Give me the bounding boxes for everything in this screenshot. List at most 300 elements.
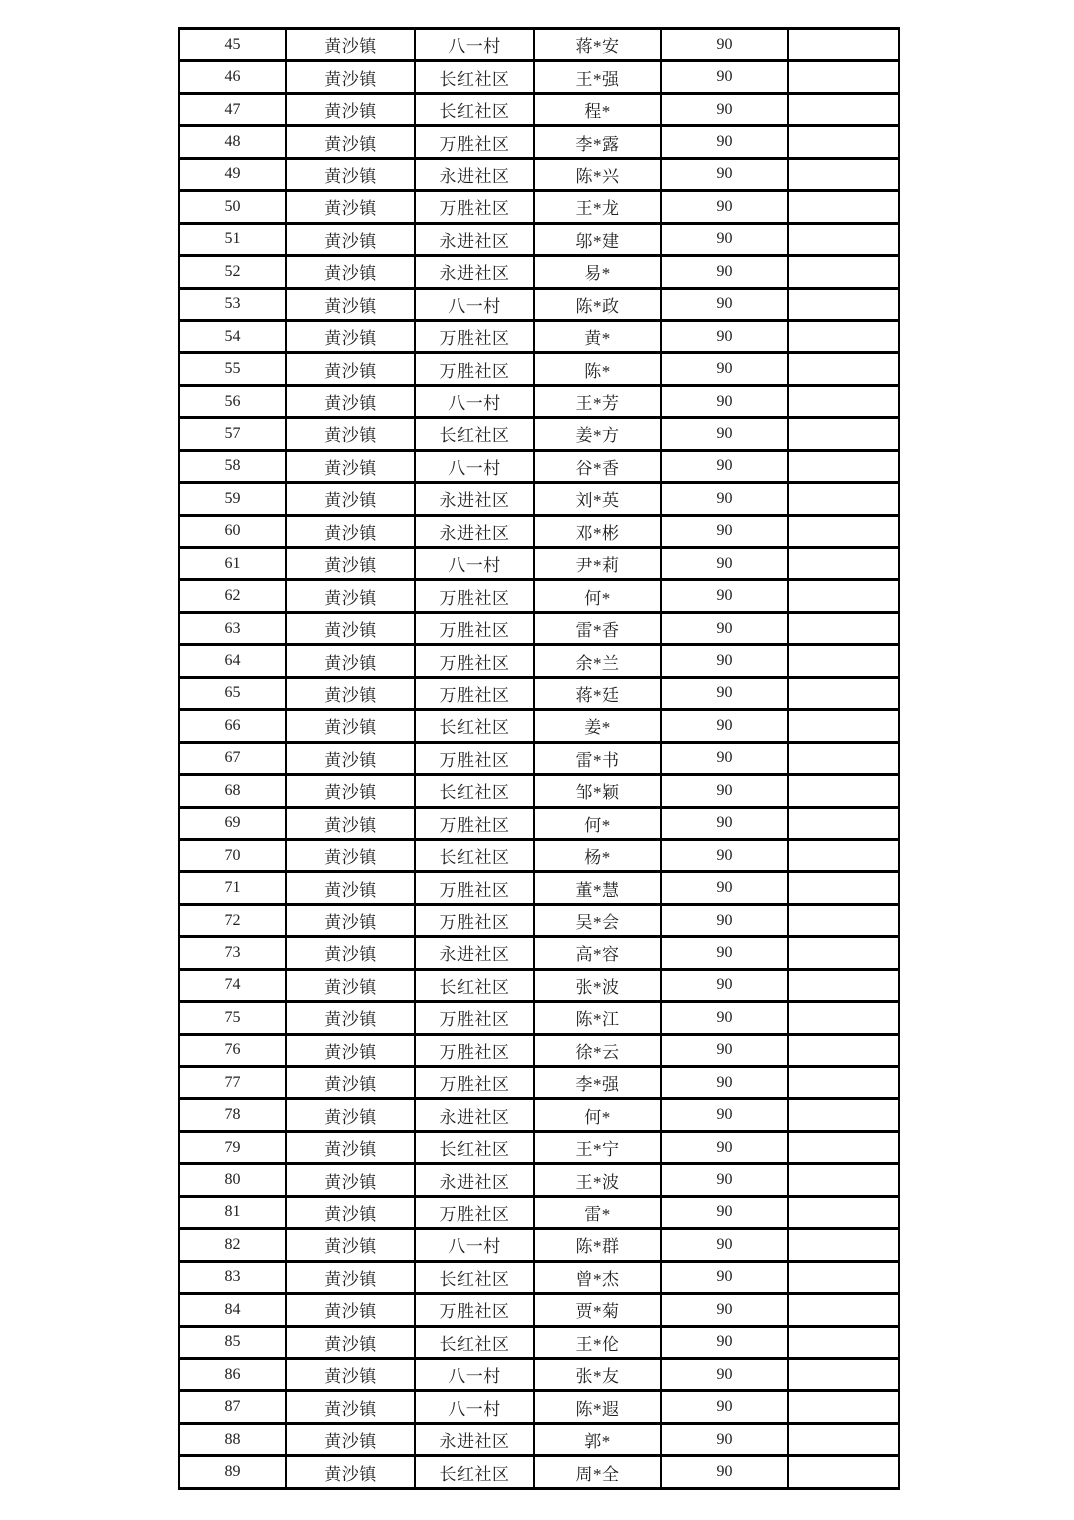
table-row bbox=[179, 191, 899, 223]
cell-town: 黄沙镇 bbox=[286, 223, 415, 255]
cell-town: 黄沙镇 bbox=[286, 969, 415, 1001]
cell-score: 90 bbox=[661, 677, 788, 709]
cell-town: 黄沙镇 bbox=[286, 288, 415, 320]
cell-row-number: 50 bbox=[179, 191, 286, 223]
cell-name: 杨* bbox=[534, 839, 661, 871]
cell-score: 90 bbox=[661, 775, 788, 807]
cell-village: 万胜社区 bbox=[415, 353, 534, 385]
cell-score: 90 bbox=[661, 158, 788, 190]
cell-row-number: 85 bbox=[179, 1326, 286, 1358]
cell-row-number: 53 bbox=[179, 288, 286, 320]
cell-note bbox=[788, 223, 899, 255]
cell-note bbox=[788, 256, 899, 288]
cell-row-number: 89 bbox=[179, 1456, 286, 1489]
cell-town: 黄沙镇 bbox=[286, 580, 415, 612]
cell-note bbox=[788, 839, 899, 871]
cell-score: 90 bbox=[661, 483, 788, 515]
cell-town: 黄沙镇 bbox=[286, 904, 415, 936]
cell-town: 黄沙镇 bbox=[286, 450, 415, 482]
cell-name: 吴*会 bbox=[534, 904, 661, 936]
table-row bbox=[179, 969, 899, 1001]
cell-note bbox=[788, 775, 899, 807]
cell-village: 永进社区 bbox=[415, 937, 534, 969]
cell-row-number: 79 bbox=[179, 1131, 286, 1163]
cell-name: 黄* bbox=[534, 320, 661, 352]
cell-name: 邬*建 bbox=[534, 223, 661, 255]
cell-village: 永进社区 bbox=[415, 515, 534, 547]
cell-score: 90 bbox=[661, 191, 788, 223]
cell-score: 90 bbox=[661, 418, 788, 450]
cell-row-number: 80 bbox=[179, 1164, 286, 1196]
cell-name: 周*全 bbox=[534, 1456, 661, 1489]
cell-village: 八一村 bbox=[415, 1358, 534, 1390]
cell-score: 90 bbox=[661, 1131, 788, 1163]
cell-row-number: 74 bbox=[179, 969, 286, 1001]
cell-score: 90 bbox=[661, 1099, 788, 1131]
cell-town: 黄沙镇 bbox=[286, 1456, 415, 1489]
cell-town: 黄沙镇 bbox=[286, 872, 415, 904]
cell-town: 黄沙镇 bbox=[286, 1099, 415, 1131]
cell-note bbox=[788, 872, 899, 904]
table-row bbox=[179, 93, 899, 125]
cell-score: 90 bbox=[661, 1229, 788, 1261]
table-row bbox=[179, 1391, 899, 1423]
cell-village: 八一村 bbox=[415, 548, 534, 580]
cell-row-number: 64 bbox=[179, 645, 286, 677]
cell-name: 李*强 bbox=[534, 1067, 661, 1099]
cell-score: 90 bbox=[661, 1034, 788, 1066]
cell-row-number: 73 bbox=[179, 937, 286, 969]
cell-name: 何* bbox=[534, 807, 661, 839]
table-row bbox=[179, 1229, 899, 1261]
cell-name: 余*兰 bbox=[534, 645, 661, 677]
cell-note bbox=[788, 320, 899, 352]
cell-note bbox=[788, 126, 899, 158]
cell-note bbox=[788, 1326, 899, 1358]
table-row bbox=[179, 126, 899, 158]
cell-name: 姜* bbox=[534, 710, 661, 742]
cell-score: 90 bbox=[661, 1358, 788, 1390]
cell-town: 黄沙镇 bbox=[286, 742, 415, 774]
cell-name: 陈*兴 bbox=[534, 158, 661, 190]
cell-town: 黄沙镇 bbox=[286, 418, 415, 450]
table-row bbox=[179, 580, 899, 612]
cell-row-number: 57 bbox=[179, 418, 286, 450]
table-row bbox=[179, 548, 899, 580]
cell-name: 贾*菊 bbox=[534, 1294, 661, 1326]
cell-town: 黄沙镇 bbox=[286, 548, 415, 580]
table-row bbox=[179, 612, 899, 644]
cell-name: 何* bbox=[534, 1099, 661, 1131]
table-row bbox=[179, 320, 899, 352]
cell-town: 黄沙镇 bbox=[286, 1067, 415, 1099]
cell-score: 90 bbox=[661, 580, 788, 612]
cell-score: 90 bbox=[661, 1002, 788, 1034]
table-row bbox=[179, 1261, 899, 1293]
table-row bbox=[179, 1456, 899, 1489]
cell-row-number: 72 bbox=[179, 904, 286, 936]
cell-name: 易* bbox=[534, 256, 661, 288]
cell-note bbox=[788, 1391, 899, 1423]
cell-score: 90 bbox=[661, 1391, 788, 1423]
cell-name: 王*宁 bbox=[534, 1131, 661, 1163]
cell-name: 刘*英 bbox=[534, 483, 661, 515]
cell-village: 长红社区 bbox=[415, 1326, 534, 1358]
cell-score: 90 bbox=[661, 937, 788, 969]
cell-note bbox=[788, 450, 899, 482]
cell-score: 90 bbox=[661, 126, 788, 158]
table-row bbox=[179, 1067, 899, 1099]
cell-note bbox=[788, 1002, 899, 1034]
table-row bbox=[179, 710, 899, 742]
cell-name: 王*芳 bbox=[534, 385, 661, 417]
cell-name: 程* bbox=[534, 93, 661, 125]
cell-village: 长红社区 bbox=[415, 969, 534, 1001]
cell-town: 黄沙镇 bbox=[286, 385, 415, 417]
cell-name: 郭* bbox=[534, 1423, 661, 1455]
cell-town: 黄沙镇 bbox=[286, 612, 415, 644]
cell-town: 黄沙镇 bbox=[286, 1326, 415, 1358]
cell-note bbox=[788, 1196, 899, 1228]
cell-score: 90 bbox=[661, 612, 788, 644]
cell-village: 万胜社区 bbox=[415, 1067, 534, 1099]
cell-row-number: 78 bbox=[179, 1099, 286, 1131]
cell-note bbox=[788, 904, 899, 936]
cell-town: 黄沙镇 bbox=[286, 191, 415, 223]
cell-village: 永进社区 bbox=[415, 256, 534, 288]
cell-village: 永进社区 bbox=[415, 483, 534, 515]
table-row bbox=[179, 645, 899, 677]
cell-row-number: 45 bbox=[179, 29, 286, 61]
cell-row-number: 56 bbox=[179, 385, 286, 417]
cell-village: 永进社区 bbox=[415, 1099, 534, 1131]
cell-score: 90 bbox=[661, 742, 788, 774]
cell-town: 黄沙镇 bbox=[286, 29, 415, 61]
table-row bbox=[179, 1358, 899, 1390]
cell-name: 蒋*安 bbox=[534, 29, 661, 61]
cell-town: 黄沙镇 bbox=[286, 1002, 415, 1034]
cell-name: 尹*莉 bbox=[534, 548, 661, 580]
cell-town: 黄沙镇 bbox=[286, 1034, 415, 1066]
cell-town: 黄沙镇 bbox=[286, 1423, 415, 1455]
cell-town: 黄沙镇 bbox=[286, 1294, 415, 1326]
table-row bbox=[179, 1326, 899, 1358]
cell-row-number: 75 bbox=[179, 1002, 286, 1034]
cell-town: 黄沙镇 bbox=[286, 93, 415, 125]
cell-note bbox=[788, 1456, 899, 1489]
cell-name: 张*波 bbox=[534, 969, 661, 1001]
cell-village: 长红社区 bbox=[415, 775, 534, 807]
cell-row-number: 70 bbox=[179, 839, 286, 871]
cell-score: 90 bbox=[661, 256, 788, 288]
cell-village: 八一村 bbox=[415, 450, 534, 482]
cell-row-number: 60 bbox=[179, 515, 286, 547]
cell-score: 90 bbox=[661, 548, 788, 580]
cell-village: 万胜社区 bbox=[415, 645, 534, 677]
cell-score: 90 bbox=[661, 1067, 788, 1099]
table-row bbox=[179, 288, 899, 320]
table-row bbox=[179, 1034, 899, 1066]
cell-village: 长红社区 bbox=[415, 710, 534, 742]
cell-score: 90 bbox=[661, 645, 788, 677]
cell-name: 雷*香 bbox=[534, 612, 661, 644]
cell-name: 陈*群 bbox=[534, 1229, 661, 1261]
cell-score: 90 bbox=[661, 710, 788, 742]
cell-village: 万胜社区 bbox=[415, 1196, 534, 1228]
cell-village: 八一村 bbox=[415, 385, 534, 417]
cell-name: 陈*遐 bbox=[534, 1391, 661, 1423]
cell-note bbox=[788, 1423, 899, 1455]
cell-village: 长红社区 bbox=[415, 839, 534, 871]
cell-note bbox=[788, 742, 899, 774]
cell-score: 90 bbox=[661, 1261, 788, 1293]
cell-note bbox=[788, 1229, 899, 1261]
cell-note bbox=[788, 1358, 899, 1390]
cell-name: 邓*彬 bbox=[534, 515, 661, 547]
cell-village: 长红社区 bbox=[415, 1261, 534, 1293]
cell-town: 黄沙镇 bbox=[286, 1196, 415, 1228]
cell-name: 邹*颖 bbox=[534, 775, 661, 807]
table-row bbox=[179, 1164, 899, 1196]
cell-name: 王*强 bbox=[534, 61, 661, 93]
cell-note bbox=[788, 515, 899, 547]
cell-score: 90 bbox=[661, 515, 788, 547]
cell-note bbox=[788, 158, 899, 190]
cell-name: 高*容 bbox=[534, 937, 661, 969]
cell-town: 黄沙镇 bbox=[286, 775, 415, 807]
cell-row-number: 71 bbox=[179, 872, 286, 904]
cell-note bbox=[788, 807, 899, 839]
cell-village: 万胜社区 bbox=[415, 872, 534, 904]
cell-note bbox=[788, 645, 899, 677]
cell-note bbox=[788, 1261, 899, 1293]
cell-row-number: 83 bbox=[179, 1261, 286, 1293]
cell-village: 八一村 bbox=[415, 29, 534, 61]
table-body bbox=[179, 29, 899, 1489]
cell-score: 90 bbox=[661, 353, 788, 385]
cell-row-number: 47 bbox=[179, 93, 286, 125]
cell-name: 谷*香 bbox=[534, 450, 661, 482]
cell-village: 万胜社区 bbox=[415, 677, 534, 709]
cell-name: 陈* bbox=[534, 353, 661, 385]
cell-name: 蒋*廷 bbox=[534, 677, 661, 709]
cell-note bbox=[788, 1164, 899, 1196]
cell-name: 张*友 bbox=[534, 1358, 661, 1390]
cell-row-number: 48 bbox=[179, 126, 286, 158]
cell-note bbox=[788, 385, 899, 417]
cell-score: 90 bbox=[661, 904, 788, 936]
cell-row-number: 82 bbox=[179, 1229, 286, 1261]
cell-village: 万胜社区 bbox=[415, 807, 534, 839]
cell-note bbox=[788, 29, 899, 61]
cell-row-number: 67 bbox=[179, 742, 286, 774]
cell-score: 90 bbox=[661, 969, 788, 1001]
cell-score: 90 bbox=[661, 807, 788, 839]
cell-row-number: 66 bbox=[179, 710, 286, 742]
cell-row-number: 54 bbox=[179, 320, 286, 352]
cell-score: 90 bbox=[661, 61, 788, 93]
cell-row-number: 88 bbox=[179, 1423, 286, 1455]
cell-town: 黄沙镇 bbox=[286, 710, 415, 742]
cell-village: 万胜社区 bbox=[415, 191, 534, 223]
cell-row-number: 49 bbox=[179, 158, 286, 190]
table-row bbox=[179, 775, 899, 807]
table-row bbox=[179, 1196, 899, 1228]
cell-name: 王*龙 bbox=[534, 191, 661, 223]
cell-village: 永进社区 bbox=[415, 158, 534, 190]
cell-row-number: 52 bbox=[179, 256, 286, 288]
cell-town: 黄沙镇 bbox=[286, 1131, 415, 1163]
cell-town: 黄沙镇 bbox=[286, 1358, 415, 1390]
cell-row-number: 81 bbox=[179, 1196, 286, 1228]
cell-row-number: 55 bbox=[179, 353, 286, 385]
cell-town: 黄沙镇 bbox=[286, 61, 415, 93]
table-row bbox=[179, 937, 899, 969]
cell-name: 陈*政 bbox=[534, 288, 661, 320]
cell-score: 90 bbox=[661, 450, 788, 482]
cell-village: 长红社区 bbox=[415, 61, 534, 93]
score-table bbox=[178, 27, 900, 1490]
cell-village: 万胜社区 bbox=[415, 1034, 534, 1066]
cell-name: 王*波 bbox=[534, 1164, 661, 1196]
cell-name: 姜*方 bbox=[534, 418, 661, 450]
cell-score: 90 bbox=[661, 320, 788, 352]
table-row bbox=[179, 1002, 899, 1034]
table-row bbox=[179, 872, 899, 904]
table-row bbox=[179, 223, 899, 255]
cell-row-number: 69 bbox=[179, 807, 286, 839]
cell-note bbox=[788, 418, 899, 450]
cell-row-number: 76 bbox=[179, 1034, 286, 1066]
cell-town: 黄沙镇 bbox=[286, 320, 415, 352]
cell-village: 长红社区 bbox=[415, 93, 534, 125]
cell-town: 黄沙镇 bbox=[286, 1164, 415, 1196]
cell-town: 黄沙镇 bbox=[286, 515, 415, 547]
cell-note bbox=[788, 580, 899, 612]
cell-village: 八一村 bbox=[415, 1229, 534, 1261]
cell-village: 万胜社区 bbox=[415, 1002, 534, 1034]
cell-row-number: 63 bbox=[179, 612, 286, 644]
cell-note bbox=[788, 191, 899, 223]
table-row bbox=[179, 29, 899, 61]
cell-score: 90 bbox=[661, 1423, 788, 1455]
cell-town: 黄沙镇 bbox=[286, 483, 415, 515]
cell-note bbox=[788, 483, 899, 515]
cell-village: 万胜社区 bbox=[415, 580, 534, 612]
cell-town: 黄沙镇 bbox=[286, 1391, 415, 1423]
cell-note bbox=[788, 1034, 899, 1066]
table-row bbox=[179, 483, 899, 515]
table-row bbox=[179, 418, 899, 450]
cell-note bbox=[788, 1099, 899, 1131]
cell-town: 黄沙镇 bbox=[286, 937, 415, 969]
cell-town: 黄沙镇 bbox=[286, 256, 415, 288]
cell-village: 长红社区 bbox=[415, 418, 534, 450]
cell-town: 黄沙镇 bbox=[286, 158, 415, 190]
table-row bbox=[179, 677, 899, 709]
cell-town: 黄沙镇 bbox=[286, 1261, 415, 1293]
table-row bbox=[179, 904, 899, 936]
cell-village: 永进社区 bbox=[415, 1423, 534, 1455]
cell-row-number: 46 bbox=[179, 61, 286, 93]
table-row bbox=[179, 450, 899, 482]
cell-row-number: 77 bbox=[179, 1067, 286, 1099]
table-row bbox=[179, 1131, 899, 1163]
cell-row-number: 68 bbox=[179, 775, 286, 807]
cell-name: 董*慧 bbox=[534, 872, 661, 904]
cell-score: 90 bbox=[661, 385, 788, 417]
cell-note bbox=[788, 937, 899, 969]
cell-town: 黄沙镇 bbox=[286, 807, 415, 839]
cell-note bbox=[788, 548, 899, 580]
cell-name: 曾*杰 bbox=[534, 1261, 661, 1293]
table-row bbox=[179, 1294, 899, 1326]
cell-name: 雷*书 bbox=[534, 742, 661, 774]
cell-village: 万胜社区 bbox=[415, 612, 534, 644]
cell-note bbox=[788, 677, 899, 709]
cell-village: 万胜社区 bbox=[415, 742, 534, 774]
cell-score: 90 bbox=[661, 1164, 788, 1196]
cell-row-number: 84 bbox=[179, 1294, 286, 1326]
cell-score: 90 bbox=[661, 1456, 788, 1489]
cell-score: 90 bbox=[661, 288, 788, 320]
cell-village: 永进社区 bbox=[415, 223, 534, 255]
cell-row-number: 65 bbox=[179, 677, 286, 709]
cell-row-number: 58 bbox=[179, 450, 286, 482]
cell-note bbox=[788, 61, 899, 93]
cell-note bbox=[788, 612, 899, 644]
cell-name: 陈*江 bbox=[534, 1002, 661, 1034]
table-row bbox=[179, 158, 899, 190]
cell-note bbox=[788, 1131, 899, 1163]
cell-note bbox=[788, 1294, 899, 1326]
cell-row-number: 86 bbox=[179, 1358, 286, 1390]
cell-note bbox=[788, 710, 899, 742]
cell-village: 永进社区 bbox=[415, 1164, 534, 1196]
cell-village: 万胜社区 bbox=[415, 1294, 534, 1326]
cell-town: 黄沙镇 bbox=[286, 677, 415, 709]
cell-score: 90 bbox=[661, 29, 788, 61]
cell-row-number: 51 bbox=[179, 223, 286, 255]
cell-score: 90 bbox=[661, 1326, 788, 1358]
cell-note bbox=[788, 288, 899, 320]
cell-town: 黄沙镇 bbox=[286, 645, 415, 677]
cell-village: 万胜社区 bbox=[415, 126, 534, 158]
table-row bbox=[179, 807, 899, 839]
cell-village: 长红社区 bbox=[415, 1131, 534, 1163]
cell-score: 90 bbox=[661, 1196, 788, 1228]
table-row bbox=[179, 353, 899, 385]
cell-note bbox=[788, 353, 899, 385]
table-row bbox=[179, 385, 899, 417]
cell-town: 黄沙镇 bbox=[286, 353, 415, 385]
cell-row-number: 59 bbox=[179, 483, 286, 515]
cell-row-number: 87 bbox=[179, 1391, 286, 1423]
cell-row-number: 61 bbox=[179, 548, 286, 580]
table-row bbox=[179, 61, 899, 93]
cell-name: 何* bbox=[534, 580, 661, 612]
cell-name: 徐*云 bbox=[534, 1034, 661, 1066]
cell-score: 90 bbox=[661, 223, 788, 255]
cell-village: 万胜社区 bbox=[415, 904, 534, 936]
cell-village: 万胜社区 bbox=[415, 320, 534, 352]
cell-name: 王*伦 bbox=[534, 1326, 661, 1358]
cell-score: 90 bbox=[661, 839, 788, 871]
cell-note bbox=[788, 969, 899, 1001]
table-row bbox=[179, 256, 899, 288]
table-row bbox=[179, 1423, 899, 1455]
cell-score: 90 bbox=[661, 93, 788, 125]
